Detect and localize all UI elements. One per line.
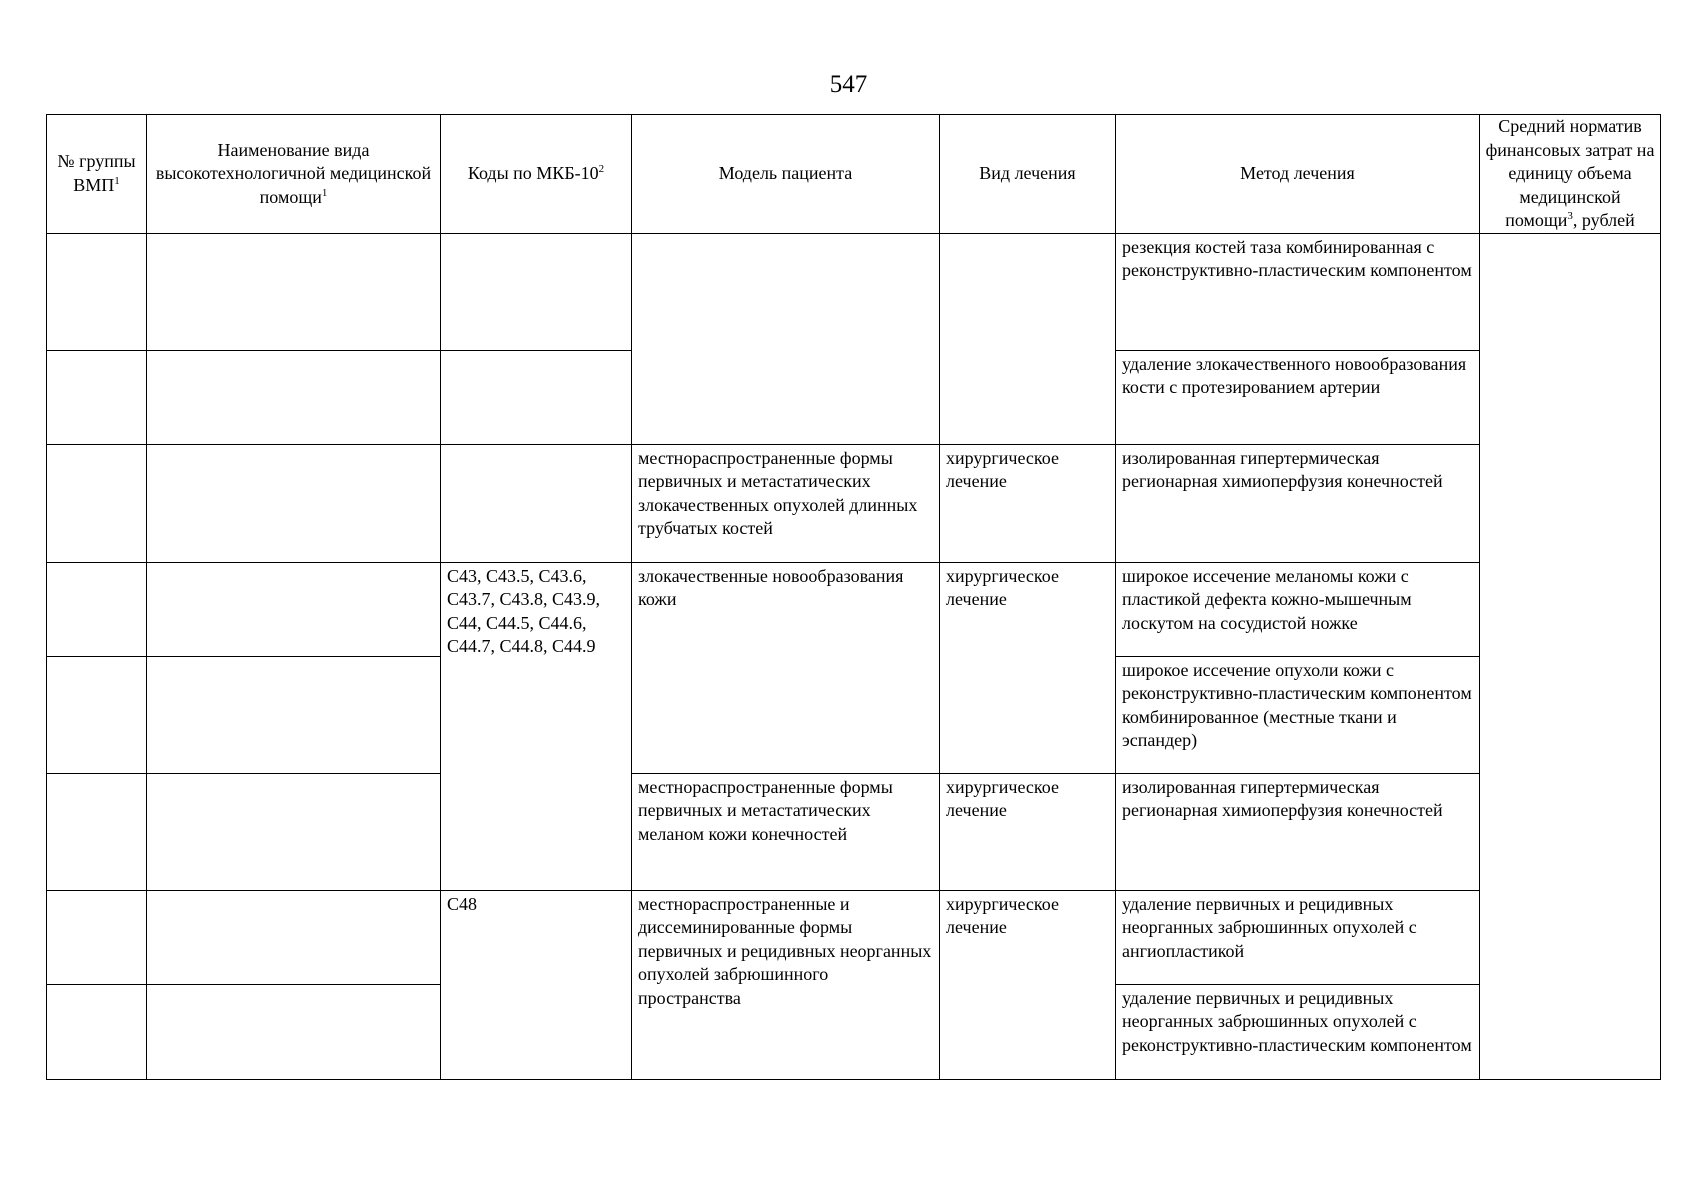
table-row: [47, 562, 1661, 656]
icd-codes-cell: [441, 350, 632, 444]
group-no-cell: [47, 350, 147, 444]
group-no-cell: [47, 233, 147, 350]
treatment-type-cell: хирургическое лечение: [940, 562, 1116, 773]
header-care-type: Наименование вида высокотехнологичной медицинской помощи$^1$: [147, 115, 441, 234]
header-treatment-type: Вид лечения: [940, 115, 1116, 234]
group-no-cell: [47, 562, 147, 656]
patient-model-cell: местнораспространенные формы первичных и метастатических злокачественных опухолей длинных трубчатых костей: [632, 444, 940, 562]
treatment-type-cell: [940, 233, 1116, 444]
treatment-method-cell: широкое иссечение опухоли кожи с реконструктивно-пластическим компонентом комбинированное (местные ткани и эспандер): [1116, 656, 1480, 773]
icd-codes-cell: [441, 233, 632, 350]
patient-model-cell: злокачественные новообразования кожи: [632, 562, 940, 773]
icd-codes-cell: C43, C43.5, C43.6, C43.7, C43.8, C43.9, C44, C44.5, C44.6, C44.7, C44.8, C44.9: [441, 562, 632, 890]
table-row: [47, 233, 1661, 350]
group-no-cell: [47, 773, 147, 890]
care-type-cell: [147, 562, 441, 656]
group-no-cell: [47, 984, 147, 1079]
icd-codes-cell: [441, 444, 632, 562]
header-cost-norm: Средний норматив финансовых затрат на единицу объема медицинской помощи$^3$, рублей: [1480, 115, 1661, 234]
treatment-method-cell: удаление первичных и рецидивных неорганных забрюшинных опухолей с реконструктивно-пластическим компонентом: [1116, 984, 1480, 1079]
care-type-cell: [147, 773, 441, 890]
treatment-type-cell: хирургическое лечение: [940, 444, 1116, 562]
treatment-method-cell: изолированная гипертермическая регионарная химиоперфузия конечностей: [1116, 444, 1480, 562]
header-patient-model: Модель пациента: [632, 115, 940, 234]
treatment-type-cell: хирургическое лечение: [940, 773, 1116, 890]
care-type-cell: [147, 984, 441, 1079]
table-header-row: [47, 115, 1661, 234]
group-no-cell: [47, 656, 147, 773]
cost-norm-cell: [1480, 233, 1661, 1079]
treatment-method-cell: широкое иссечение меланомы кожи с пластикой дефекта кожно-мышечным лоскутом на сосудистой ножке: [1116, 562, 1480, 656]
treatment-method-cell: удаление первичных и рецидивных неорганных забрюшинных опухолей с ангиопластикой: [1116, 890, 1480, 984]
header-group-no: № группы ВМП$^1$: [47, 115, 147, 234]
treatment-method-cell: удаление злокачественного новообразования кости с протезированием артерии: [1116, 350, 1480, 444]
table-row: [47, 773, 1661, 890]
icd-codes-cell: C48: [441, 890, 632, 1079]
patient-model-cell: местнораспространенные формы первичных и метастатических меланом кожи конечностей: [632, 773, 940, 890]
treatment-type-cell: хирургическое лечение: [940, 890, 1116, 1079]
care-type-cell: [147, 233, 441, 350]
vmp-table: [46, 114, 1661, 1080]
page-number: 547: [829, 71, 868, 98]
care-type-cell: [147, 890, 441, 984]
care-type-cell: [147, 350, 441, 444]
care-type-cell: [147, 444, 441, 562]
header-icd-codes: Коды по МКБ-$10^2$: [441, 115, 632, 234]
treatment-method-cell: изолированная гипертермическая регионарная химиоперфузия конечностей: [1116, 773, 1480, 890]
treatment-method-cell: резекция костей таза комбинированная с реконструктивно-пластическим компонентом: [1116, 233, 1480, 350]
patient-model-cell: [632, 233, 940, 444]
group-no-cell: [47, 444, 147, 562]
care-type-cell: [147, 656, 441, 773]
group-no-cell: [47, 890, 147, 984]
table-row: [47, 444, 1661, 562]
table-row: [47, 890, 1661, 984]
header-treatment-method: Метод лечения: [1116, 115, 1480, 234]
patient-model-cell: местнораспространенные и диссеминированные формы первичных и рецидивных неорганных опухолей забрюшинного пространства: [632, 890, 940, 1079]
